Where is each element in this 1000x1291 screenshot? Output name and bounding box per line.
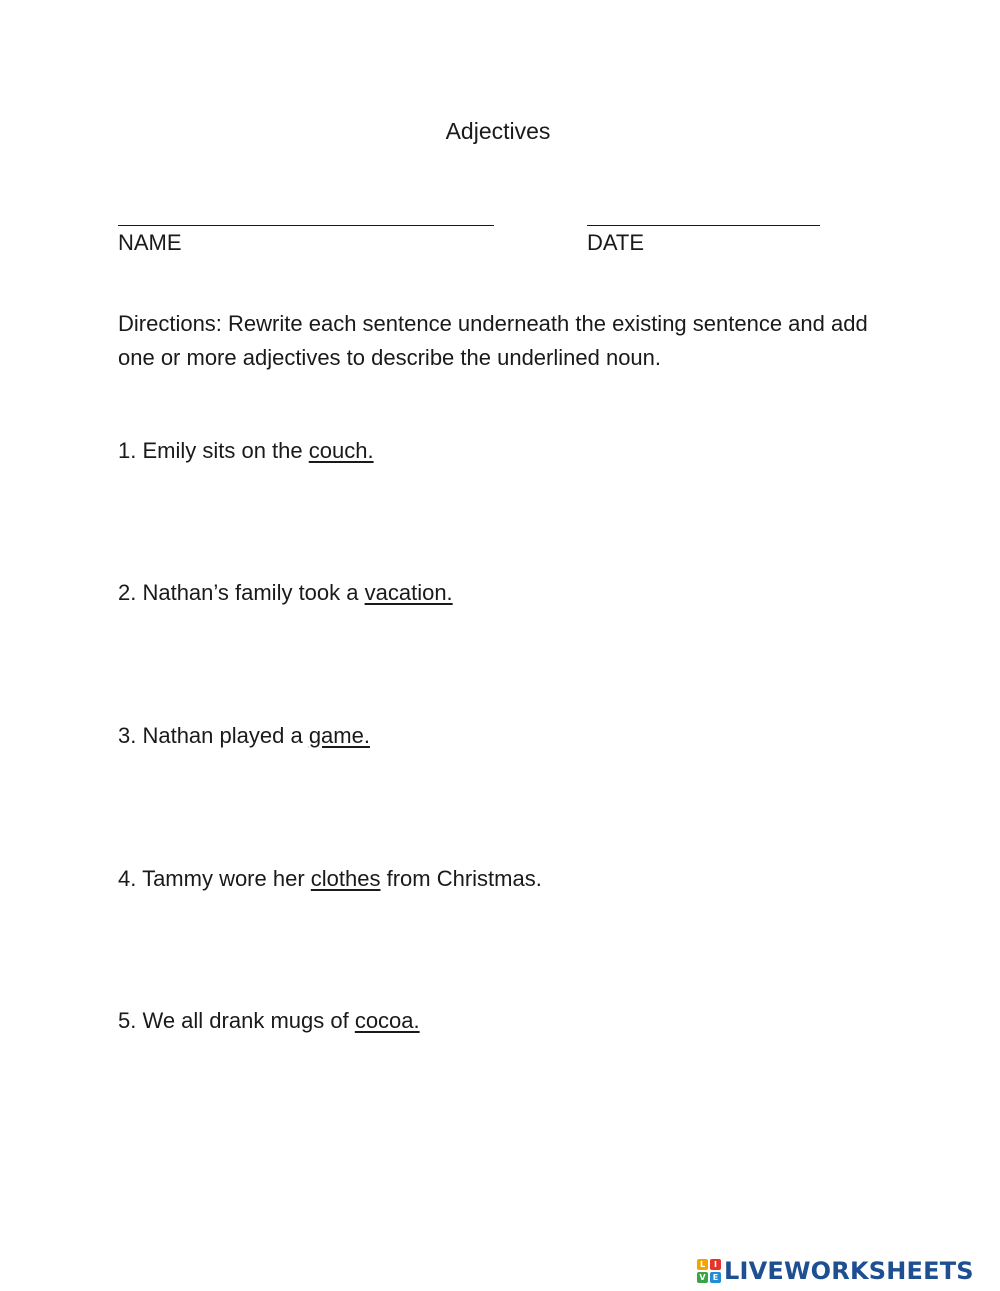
question-5 bbox=[118, 1008, 420, 1034]
question-text-after: from Christmas. bbox=[380, 866, 542, 891]
name-field-line[interactable] bbox=[118, 225, 494, 226]
logo-mark-tile: V bbox=[697, 1272, 708, 1283]
underlined-noun: vacation. bbox=[364, 580, 453, 605]
underlined-noun: clothes bbox=[310, 866, 381, 891]
question-2 bbox=[118, 580, 453, 606]
question-text: 3. Nathan played a bbox=[118, 723, 309, 748]
question-3 bbox=[118, 723, 370, 749]
logo-mark-tile: I bbox=[710, 1259, 721, 1270]
underlined-noun: cocoa. bbox=[354, 1008, 420, 1033]
logo-mark-tile: E bbox=[710, 1272, 721, 1283]
page-title: Adjectives bbox=[445, 118, 551, 144]
date-field-line[interactable] bbox=[587, 225, 820, 226]
underlined-noun: couch. bbox=[308, 438, 374, 463]
underlined-noun: game. bbox=[308, 723, 370, 748]
question-1 bbox=[118, 438, 374, 464]
question-text: 2. Nathan’s family took a bbox=[118, 580, 365, 605]
question-text: 5. We all drank mugs of bbox=[118, 1008, 355, 1033]
liveworksheets-logo bbox=[697, 1256, 974, 1286]
logo-mark-tile: L bbox=[697, 1259, 708, 1270]
question-4 bbox=[118, 866, 542, 892]
question-text: 1. Emily sits on the bbox=[118, 438, 309, 463]
name-label: NAME bbox=[118, 230, 182, 255]
logo-text: LIVEWORKSHEETS bbox=[724, 1257, 974, 1285]
question-text: 4. Tammy wore her bbox=[118, 866, 311, 891]
date-label: DATE bbox=[587, 230, 645, 255]
logo-mark-icon bbox=[697, 1259, 721, 1283]
directions-text: Directions: Rewrite each sentence underneath the existing sentence and add one or more adjectives to describe the underlined noun. bbox=[118, 311, 868, 370]
